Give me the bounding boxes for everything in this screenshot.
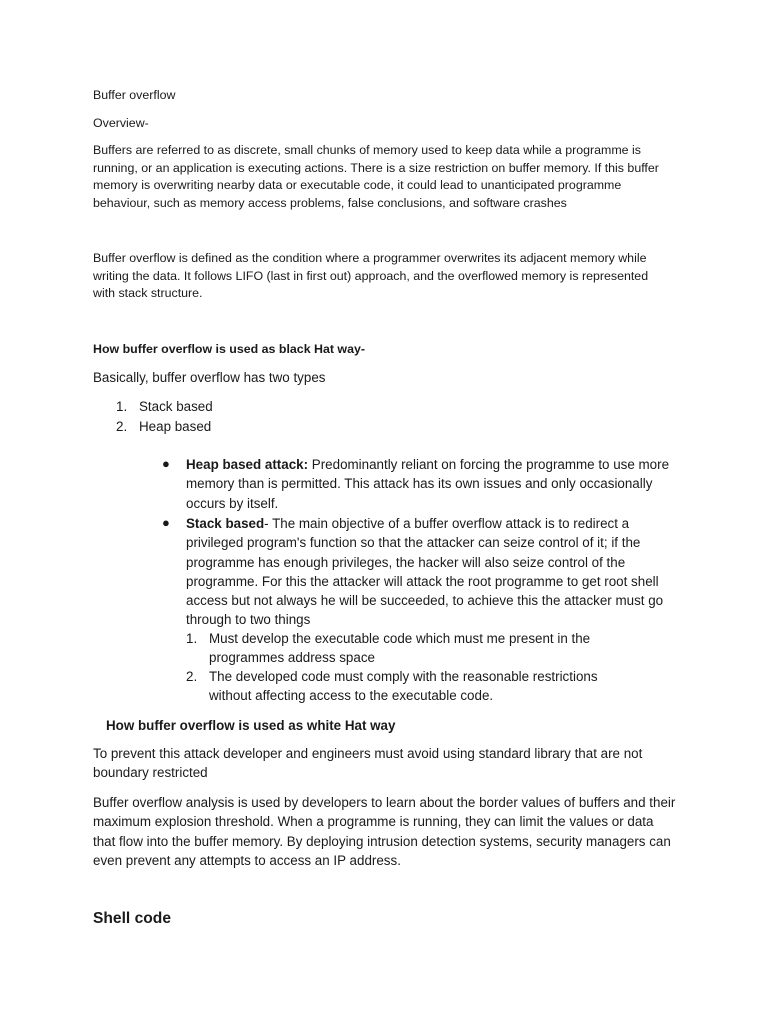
list-item: The developed code must comply with the reasonable restrictions without affecting access to the executable code. xyxy=(209,669,598,704)
list-item-number: 1. xyxy=(186,631,198,646)
types-intro: Basically, buffer overflow has two types xyxy=(93,370,326,385)
list-item: Must develop the executable code which must me present in the programmes address space xyxy=(209,631,591,666)
list-item: Heap based xyxy=(139,419,212,434)
list-item: Stack based xyxy=(139,399,213,414)
paragraph-definition: Buffer overflow is defined as the condition where a programmer overwrites its adjacent memory while writing the data. It follows LIFO (last in first out) approach, and the overflowed memory is represented with stack structure. xyxy=(93,251,649,301)
overview-label: Overview- xyxy=(93,116,149,130)
doc-title: Buffer overflow xyxy=(93,88,176,102)
list-item-number: 2. xyxy=(186,669,198,684)
list-item-number: 2. xyxy=(116,419,128,434)
black-hat-heading: How buffer overflow is used as black Hat way- xyxy=(93,342,365,356)
bullet-item-heap: Heap based attack: Predominantly reliant on forcing the programme to use more memory than is permitted. This attack has its own issues and only occasionally occurs by itself. xyxy=(186,457,670,511)
paragraph-intro: Buffers are referred to as discrete, small chunks of memory used to keep data while a programme is running, or an application is executing actions. There is a size restriction on buffer memory. If this buffer memory is overwriting nearby data or executable code, it could lead to unanticipated programme behaviour, such as memory access problems, false conclusions, and software crashes xyxy=(93,143,659,210)
bullet-icon: ● xyxy=(162,456,170,471)
bullet-icon: ● xyxy=(162,515,170,530)
shell-code-heading: Shell code xyxy=(93,910,171,927)
bullet-item-stack: Stack based- The main objective of a buffer overflow attack is to redirect a privileged program's function so that the attacker can seize control of it; if the programme has enough privileges, the hacker will also seize control of the programme. For this the attacker will attack the root programme to get root shell access but not always he will be succeeded, to achieve this the attacker must go through to two things xyxy=(186,516,664,628)
list-item-number: 1. xyxy=(116,399,128,414)
paragraph-prevention: To prevent this attack developer and engineers must avoid using standard library that are not boundary restricted xyxy=(93,746,643,781)
white-hat-heading: How buffer overflow is used as white Hat way xyxy=(106,718,396,733)
paragraph-analysis: Buffer overflow analysis is used by developers to learn about the border values of buffers and their maximum explosion threshold. When a programme is running, they can limit the values or data that flow into the buffer memory. By deploying intrusion detection systems, security managers can even prevent any attempts to access an IP address. xyxy=(93,795,676,868)
